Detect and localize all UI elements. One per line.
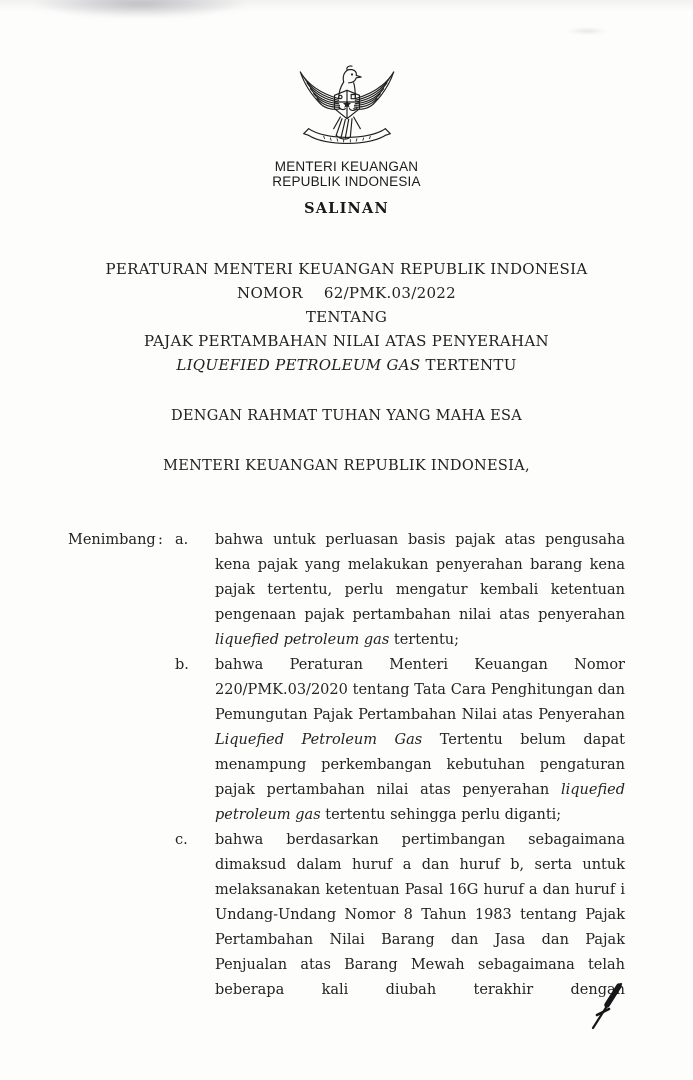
consideration-item-c [68, 828, 625, 1003]
garuda-pancasila-emblem [297, 64, 397, 150]
regulation-number-line [0, 281, 693, 305]
ministry-name [272, 159, 420, 189]
scan-smudge-top-right [552, 24, 622, 38]
copy-stamp: SALINAN [304, 200, 389, 217]
consideration-item-b [68, 653, 625, 828]
considerations-section [68, 528, 625, 1003]
menimbang-colon: : [158, 532, 163, 548]
consideration-item-a [68, 528, 625, 653]
nomor-value: 62/PMK.03/2022 [323, 284, 456, 302]
item-text: bahwa Peraturan Menteri Keuangan Nomor 220/PMK.03/2020 tentang Tata Cara Penghitungan dan Pemungutan Pajak Pertambahan Nilai atas Penyerahan Liquefied Petroleum Gas Tertentu belum dapat menampung perkembangan kebutuhan pengaturan pajak pertambahan nilai atas penyerahan liquefied petroleum gas tertentu sehingga perlu diganti; [215, 657, 625, 823]
nomor-label: NOMOR [237, 284, 303, 302]
invocation-line: DENGAN RAHMAT TUHAN YANG MAHA ESA [170, 408, 523, 424]
menimbang-label: Menimbang [68, 532, 156, 548]
letterhead [0, 64, 693, 217]
subject-line2: LIQUEFIED PETROLEUM GAS TERTENTU [176, 356, 517, 374]
tentang-label: TENTANG [305, 308, 388, 326]
item-marker: c. [175, 832, 188, 848]
item-text: bahwa untuk perluasan basis pajak atas pengusaha kena pajak yang melakukan penyerahan barang kena pajak tertentu, perlu mengatur kembali ketentuan pengenaan pajak pertambahan nilai atas penyerahan liquefied petroleum gas tertentu; [215, 532, 625, 648]
scan-shadow-top [0, 0, 693, 12]
item-marker: b. [175, 657, 189, 673]
authority-line: MENTERI KEUANGAN REPUBLIK INDONESIA, [163, 458, 530, 474]
scan-smudge-top-left [0, 0, 280, 36]
item-marker: a. [175, 532, 189, 548]
ministry-name-line1: MENTERI KEUANGAN [274, 159, 419, 174]
ministry-name-line2: REPUBLIK INDONESIA [272, 174, 421, 189]
regulation-title-block [0, 257, 693, 377]
subject-line1: PAJAK PERTAMBAHAN NILAI ATAS PENYERAHAN [144, 332, 549, 350]
handwritten-initial-mark [585, 974, 635, 1034]
regulation-heading: PERATURAN MENTERI KEUANGAN REPUBLIK INDONESIA [105, 260, 588, 278]
item-text: bahwa berdasarkan pertimbangan sebagaimana dimaksud dalam huruf a dan huruf b, serta untuk melaksanakan ketentuan Pasal 16G huruf a dan huruf i Undang-Undang Nomor 8 Tahun 1983 tentang Pajak Pertambahan Nilai Barang dan Jasa dan Pajak Penjualan atas Barang Mewah sebagaimana telah beberapa kali diubah terakhir dengan [215, 832, 625, 998]
